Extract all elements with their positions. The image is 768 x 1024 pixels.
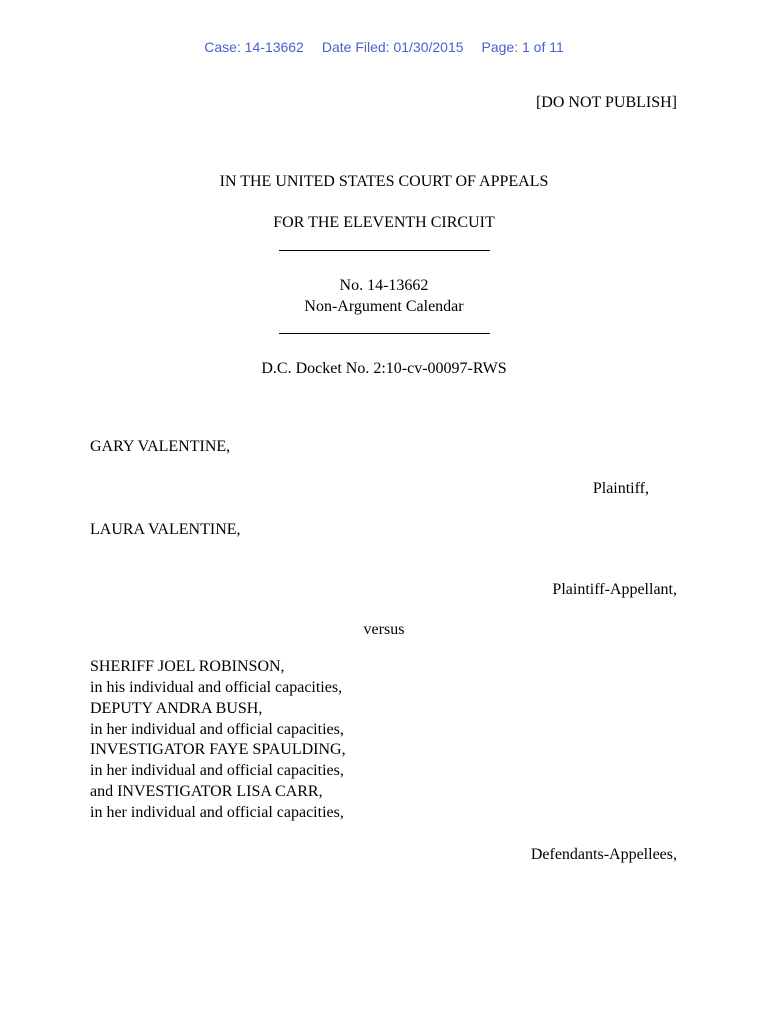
circuit-name: FOR THE ELEVENTH CIRCUIT [273, 214, 495, 231]
divider-rule [279, 250, 490, 251]
plaintiff-name: GARY VALENTINE, [90, 438, 231, 455]
defendant-line: in her individual and official capacities, [90, 804, 344, 821]
docket-number: D.C. Docket No. 2:10-cv-00097-RWS [261, 360, 507, 377]
plaintiff-role: Plaintiff, [592, 480, 649, 497]
case-number-header: Case: 14-13662 [204, 39, 304, 55]
appeal-number: No. 14-13662 [339, 277, 429, 294]
versus-label: versus [363, 621, 405, 638]
defendant-line: in his individual and official capacities, [90, 679, 343, 696]
defendant-line: DEPUTY ANDRA BUSH, [90, 700, 263, 717]
page-number-header: Page: 1 of 11 [481, 39, 564, 55]
defendant-line: and INVESTIGATOR LISA CARR, [90, 783, 323, 800]
defendant-line: in her individual and official capacities, [90, 762, 344, 779]
plaintiff-appellant-name: LAURA VALENTINE, [90, 521, 241, 538]
defendants-role: Defendants-Appellees, [530, 846, 677, 863]
defendant-line: SHERIFF JOEL ROBINSON, [90, 658, 285, 675]
publish-note: [DO NOT PUBLISH] [535, 94, 677, 111]
defendant-line: INVESTIGATOR FAYE SPAULDING, [90, 741, 346, 758]
defendant-line: in her individual and official capacities, [90, 721, 344, 738]
calendar-type: Non-Argument Calendar [304, 298, 464, 315]
court-name: IN THE UNITED STATES COURT OF APPEALS [219, 173, 549, 190]
plaintiff-appellant-role: Plaintiff-Appellant, [552, 581, 677, 598]
date-filed-header: Date Filed: 01/30/2015 [321, 39, 464, 55]
divider-rule [279, 333, 490, 334]
document-header [0, 38, 768, 56]
